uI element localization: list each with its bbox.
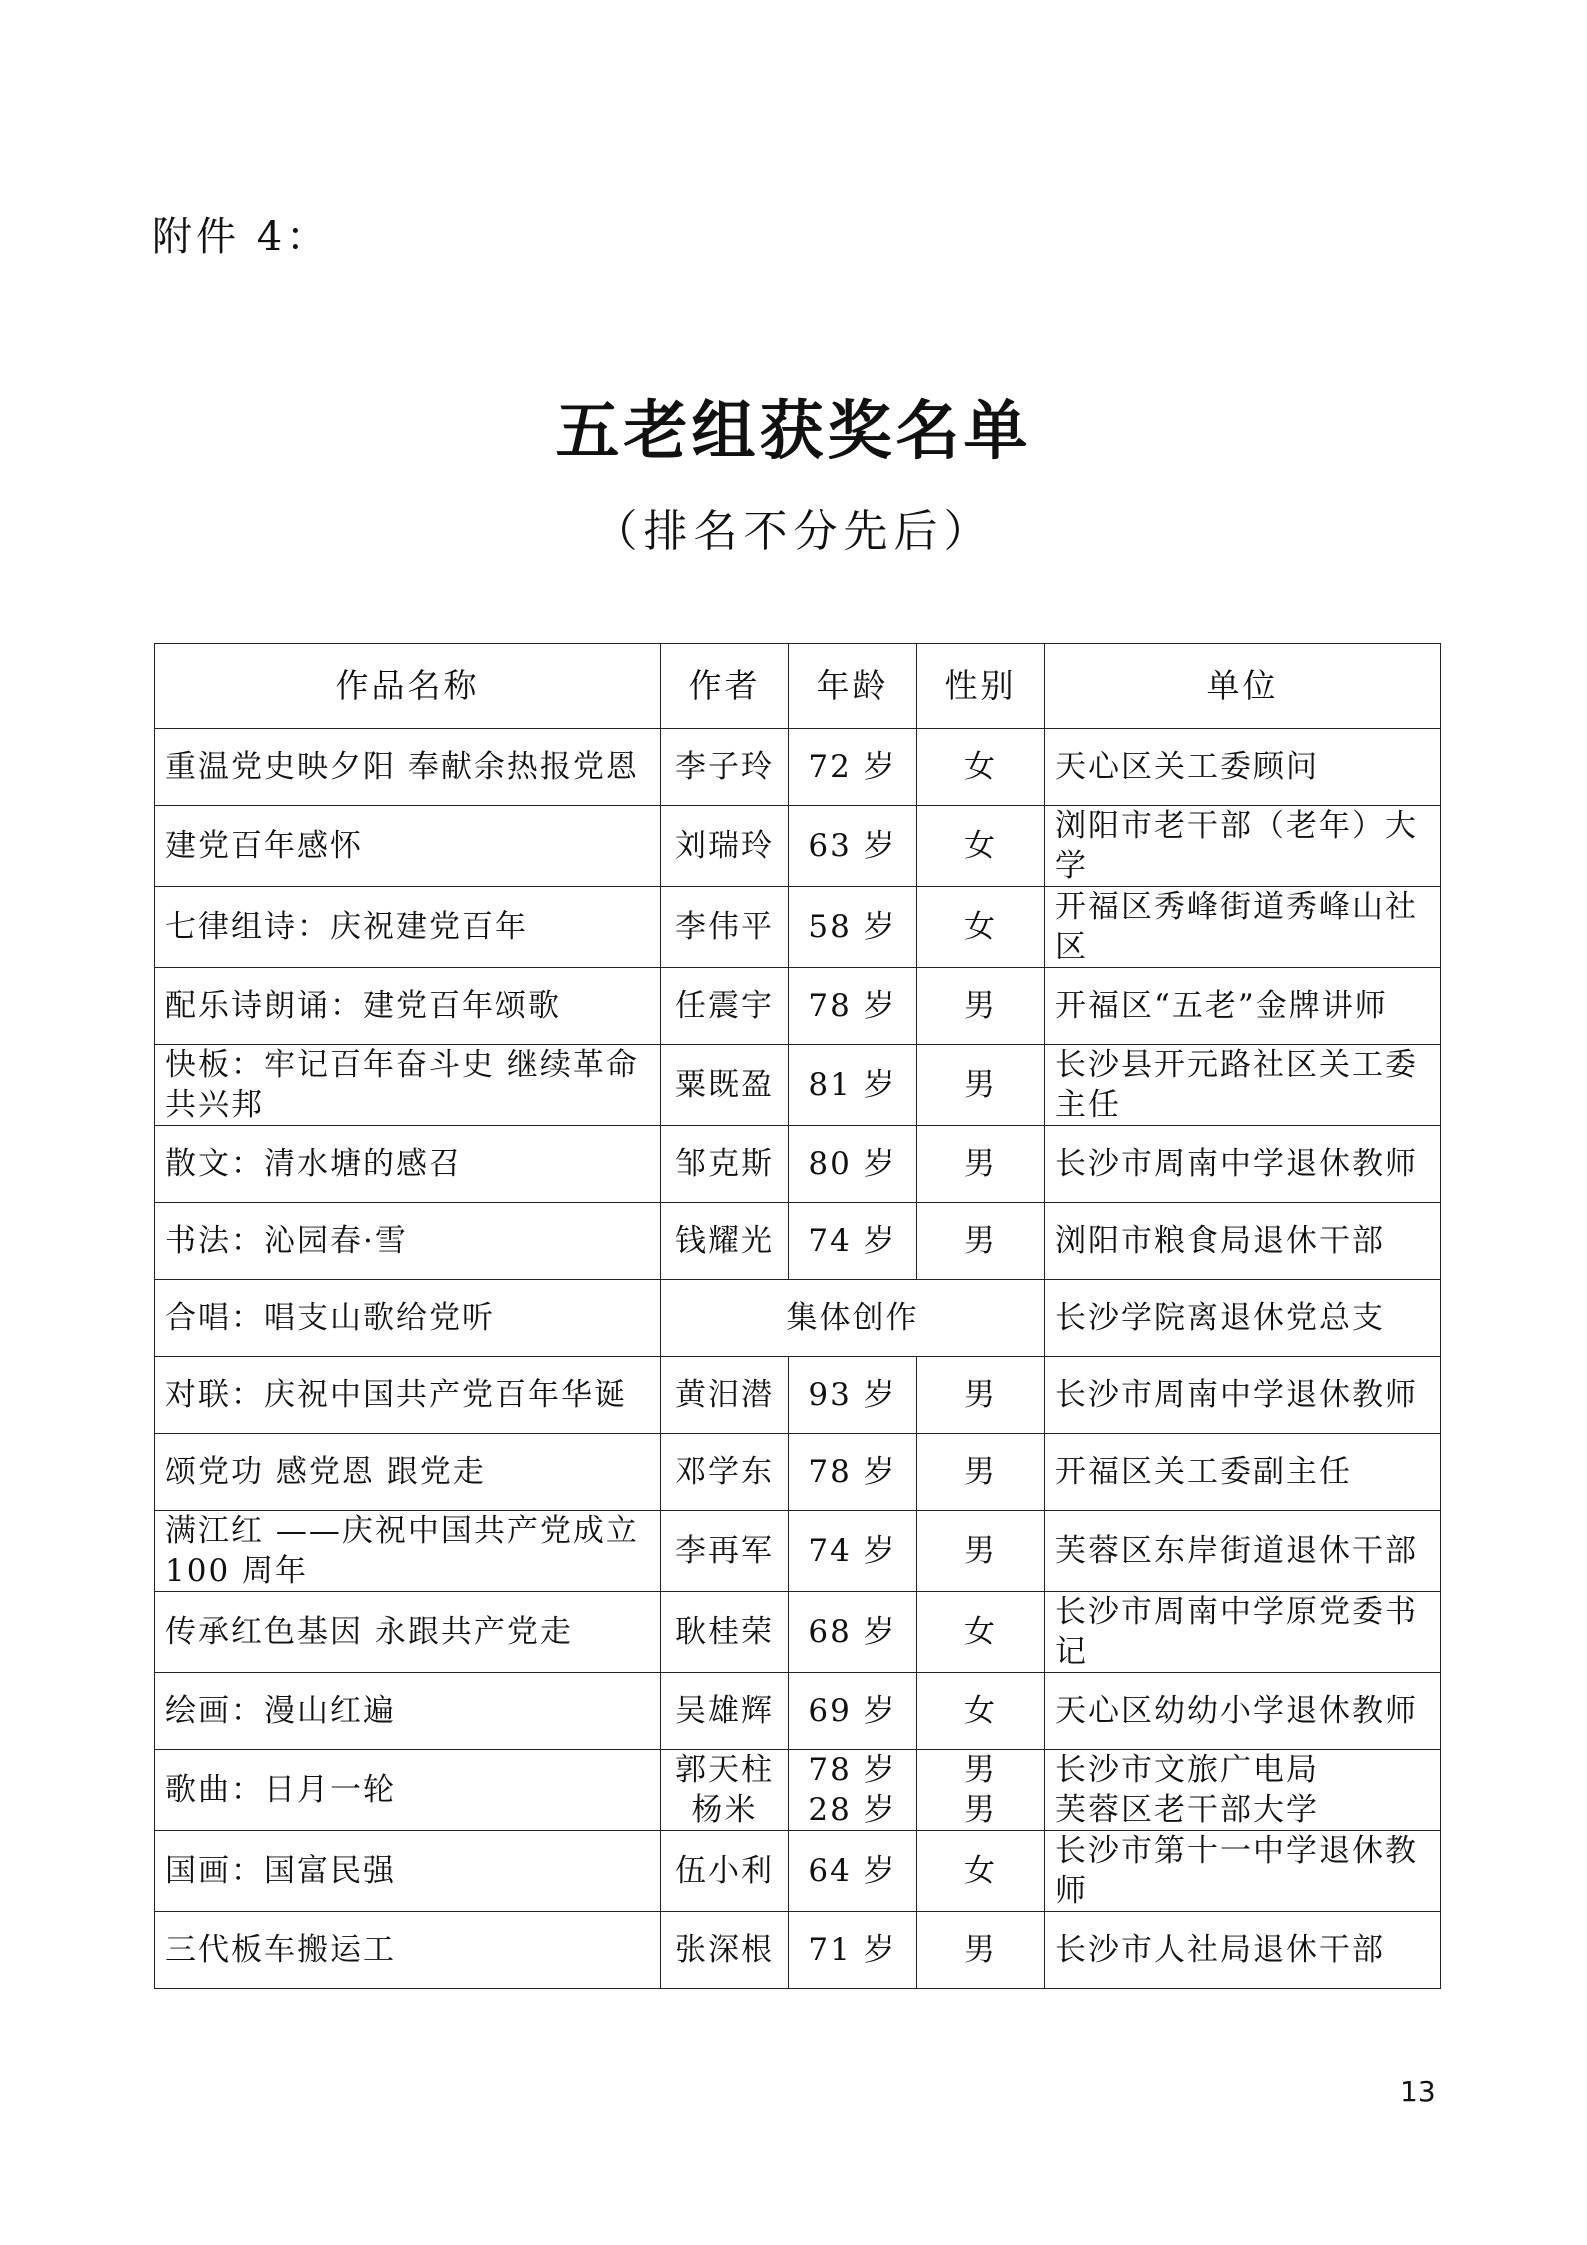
table-row — [155, 1750, 1441, 1831]
cell-author: 任震宇 — [661, 968, 789, 1045]
table-row — [155, 1831, 1441, 1912]
cell-gender: 女 — [917, 806, 1045, 887]
cell-author: 伍小利 — [661, 1831, 789, 1912]
cell-author: 吴雄辉 — [661, 1673, 789, 1750]
unit-line: 长沙市文旅广电局 — [1055, 1752, 1319, 1788]
cell-age: 69 岁 — [789, 1673, 917, 1750]
cell-gender: 女 — [917, 1673, 1045, 1750]
cell-unit: 长沙市周南中学原党委书记 — [1045, 1592, 1441, 1673]
cell-gender: 男 — [917, 1511, 1045, 1592]
awards-table — [154, 643, 1441, 1989]
cell-work: 快板：牢记百年奋斗史 继续革命共兴邦 — [155, 1045, 661, 1126]
header-unit: 单位 — [1045, 644, 1441, 729]
cell-unit: 开福区关工委副主任 — [1045, 1434, 1441, 1511]
cell-work: 配乐诗朗诵：建党百年颂歌 — [155, 968, 661, 1045]
table-header-row — [155, 644, 1441, 729]
page-subtitle: （排名不分先后） — [593, 506, 994, 557]
cell-author: 邹克斯 — [661, 1126, 789, 1203]
cell-age: 78 岁 — [789, 1434, 917, 1511]
cell-gender: 男 — [917, 1203, 1045, 1280]
cell-unit: 天心区幼幼小学退休教师 — [1045, 1673, 1441, 1750]
cell-unit: 长沙市周南中学退休教师 — [1045, 1126, 1441, 1203]
cell-age: 58 岁 — [789, 887, 917, 968]
cell-author: 耿桂荣 — [661, 1592, 789, 1673]
cell-unit — [1045, 1750, 1441, 1831]
attachment-label: 附件 4： — [152, 214, 331, 260]
age-line: 78 岁 — [808, 1752, 897, 1788]
cell-work: 重温党史映夕阳 奉献余热报党恩 — [155, 729, 661, 806]
cell-gender: 男 — [917, 1126, 1045, 1203]
cell-gender: 女 — [917, 1592, 1045, 1673]
cell-author: 李伟平 — [661, 887, 789, 968]
table-row — [155, 1912, 1441, 1989]
table-row — [155, 1357, 1441, 1434]
table-row — [155, 1203, 1441, 1280]
cell-author — [661, 1750, 789, 1831]
cell-work: 三代板车搬运工 — [155, 1912, 661, 1989]
cell-author: 黄汨潜 — [661, 1357, 789, 1434]
cell-unit: 长沙县开元路社区关工委主任 — [1045, 1045, 1441, 1126]
table-row — [155, 887, 1441, 968]
cell-age: 74 岁 — [789, 1511, 917, 1592]
cell-unit: 开福区“五老”金牌讲师 — [1045, 968, 1441, 1045]
table-row — [155, 1434, 1441, 1511]
page-number: 13 — [1400, 2075, 1436, 2108]
cell-gender — [917, 1750, 1045, 1831]
cell-unit: 长沙市周南中学退休教师 — [1045, 1357, 1441, 1434]
cell-work: 书法：沁园春·雪 — [155, 1203, 661, 1280]
cell-unit: 长沙市人社局退休干部 — [1045, 1912, 1441, 1989]
cell-gender: 男 — [917, 968, 1045, 1045]
author-line: 杨米 — [691, 1792, 758, 1828]
cell-age: 78 岁 — [789, 968, 917, 1045]
cell-author: 李子玲 — [661, 729, 789, 806]
table-row — [155, 806, 1441, 887]
table-row — [155, 1592, 1441, 1673]
cell-age: 64 岁 — [789, 1831, 917, 1912]
cell-collective-author: 集体创作 — [661, 1280, 1045, 1357]
cell-gender: 男 — [917, 1045, 1045, 1126]
header-age: 年龄 — [789, 644, 917, 729]
cell-unit: 长沙学院离退休党总支 — [1045, 1280, 1441, 1357]
cell-author: 李再军 — [661, 1511, 789, 1592]
gender-line: 男 — [964, 1792, 997, 1828]
cell-work: 对联：庆祝中国共产党百年华诞 — [155, 1357, 661, 1434]
table-row — [155, 1673, 1441, 1750]
cell-age: 63 岁 — [789, 806, 917, 887]
cell-age: 71 岁 — [789, 1912, 917, 1989]
table-row — [155, 1045, 1441, 1126]
cell-work: 歌曲：日月一轮 — [155, 1750, 661, 1831]
cell-work: 颂党功 感党恩 跟党走 — [155, 1434, 661, 1511]
author-line: 郭天柱 — [675, 1752, 774, 1788]
cell-author: 刘瑞玲 — [661, 806, 789, 887]
header-work: 作品名称 — [155, 644, 661, 729]
cell-unit: 芙蓉区东岸街道退休干部 — [1045, 1511, 1441, 1592]
cell-age — [789, 1750, 917, 1831]
cell-work: 合唱：唱支山歌给党听 — [155, 1280, 661, 1357]
cell-age: 72 岁 — [789, 729, 917, 806]
cell-gender: 男 — [917, 1912, 1045, 1989]
cell-work: 满江红 ——庆祝中国共产党成立100 周年 — [155, 1511, 661, 1592]
cell-work: 国画：国富民强 — [155, 1831, 661, 1912]
table-row — [155, 729, 1441, 806]
age-line: 28 岁 — [808, 1792, 897, 1828]
table-row — [155, 1126, 1441, 1203]
cell-unit: 开福区秀峰街道秀峰山社区 — [1045, 887, 1441, 968]
cell-unit: 长沙市第十一中学退休教师 — [1045, 1831, 1441, 1912]
cell-unit: 浏阳市老干部（老年）大学 — [1045, 806, 1441, 887]
table-row — [155, 1511, 1441, 1592]
header-gender: 性别 — [917, 644, 1045, 729]
cell-age: 74 岁 — [789, 1203, 917, 1280]
cell-age: 80 岁 — [789, 1126, 917, 1203]
cell-unit: 浏阳市粮食局退休干部 — [1045, 1203, 1441, 1280]
cell-gender: 男 — [917, 1434, 1045, 1511]
page-title: 五老组获奖名单 — [555, 394, 1032, 469]
table-row — [155, 1280, 1441, 1357]
cell-gender: 女 — [917, 887, 1045, 968]
gender-line: 男 — [964, 1752, 997, 1788]
cell-author: 粟既盈 — [661, 1045, 789, 1126]
cell-work: 七律组诗：庆祝建党百年 — [155, 887, 661, 968]
unit-line: 芙蓉区老干部大学 — [1055, 1792, 1319, 1828]
cell-age: 93 岁 — [789, 1357, 917, 1434]
header-author: 作者 — [661, 644, 789, 729]
cell-work: 散文：清水塘的感召 — [155, 1126, 661, 1203]
cell-work: 建党百年感怀 — [155, 806, 661, 887]
cell-work: 传承红色基因 永跟共产党走 — [155, 1592, 661, 1673]
cell-author: 邓学东 — [661, 1434, 789, 1511]
cell-gender: 女 — [917, 729, 1045, 806]
cell-age: 68 岁 — [789, 1592, 917, 1673]
cell-gender: 男 — [917, 1357, 1045, 1434]
cell-author: 张深根 — [661, 1912, 789, 1989]
cell-author: 钱耀光 — [661, 1203, 789, 1280]
cell-age: 81 岁 — [789, 1045, 917, 1126]
cell-work: 绘画：漫山红遍 — [155, 1673, 661, 1750]
table-row — [155, 968, 1441, 1045]
cell-gender: 女 — [917, 1831, 1045, 1912]
cell-unit: 天心区关工委顾问 — [1045, 729, 1441, 806]
